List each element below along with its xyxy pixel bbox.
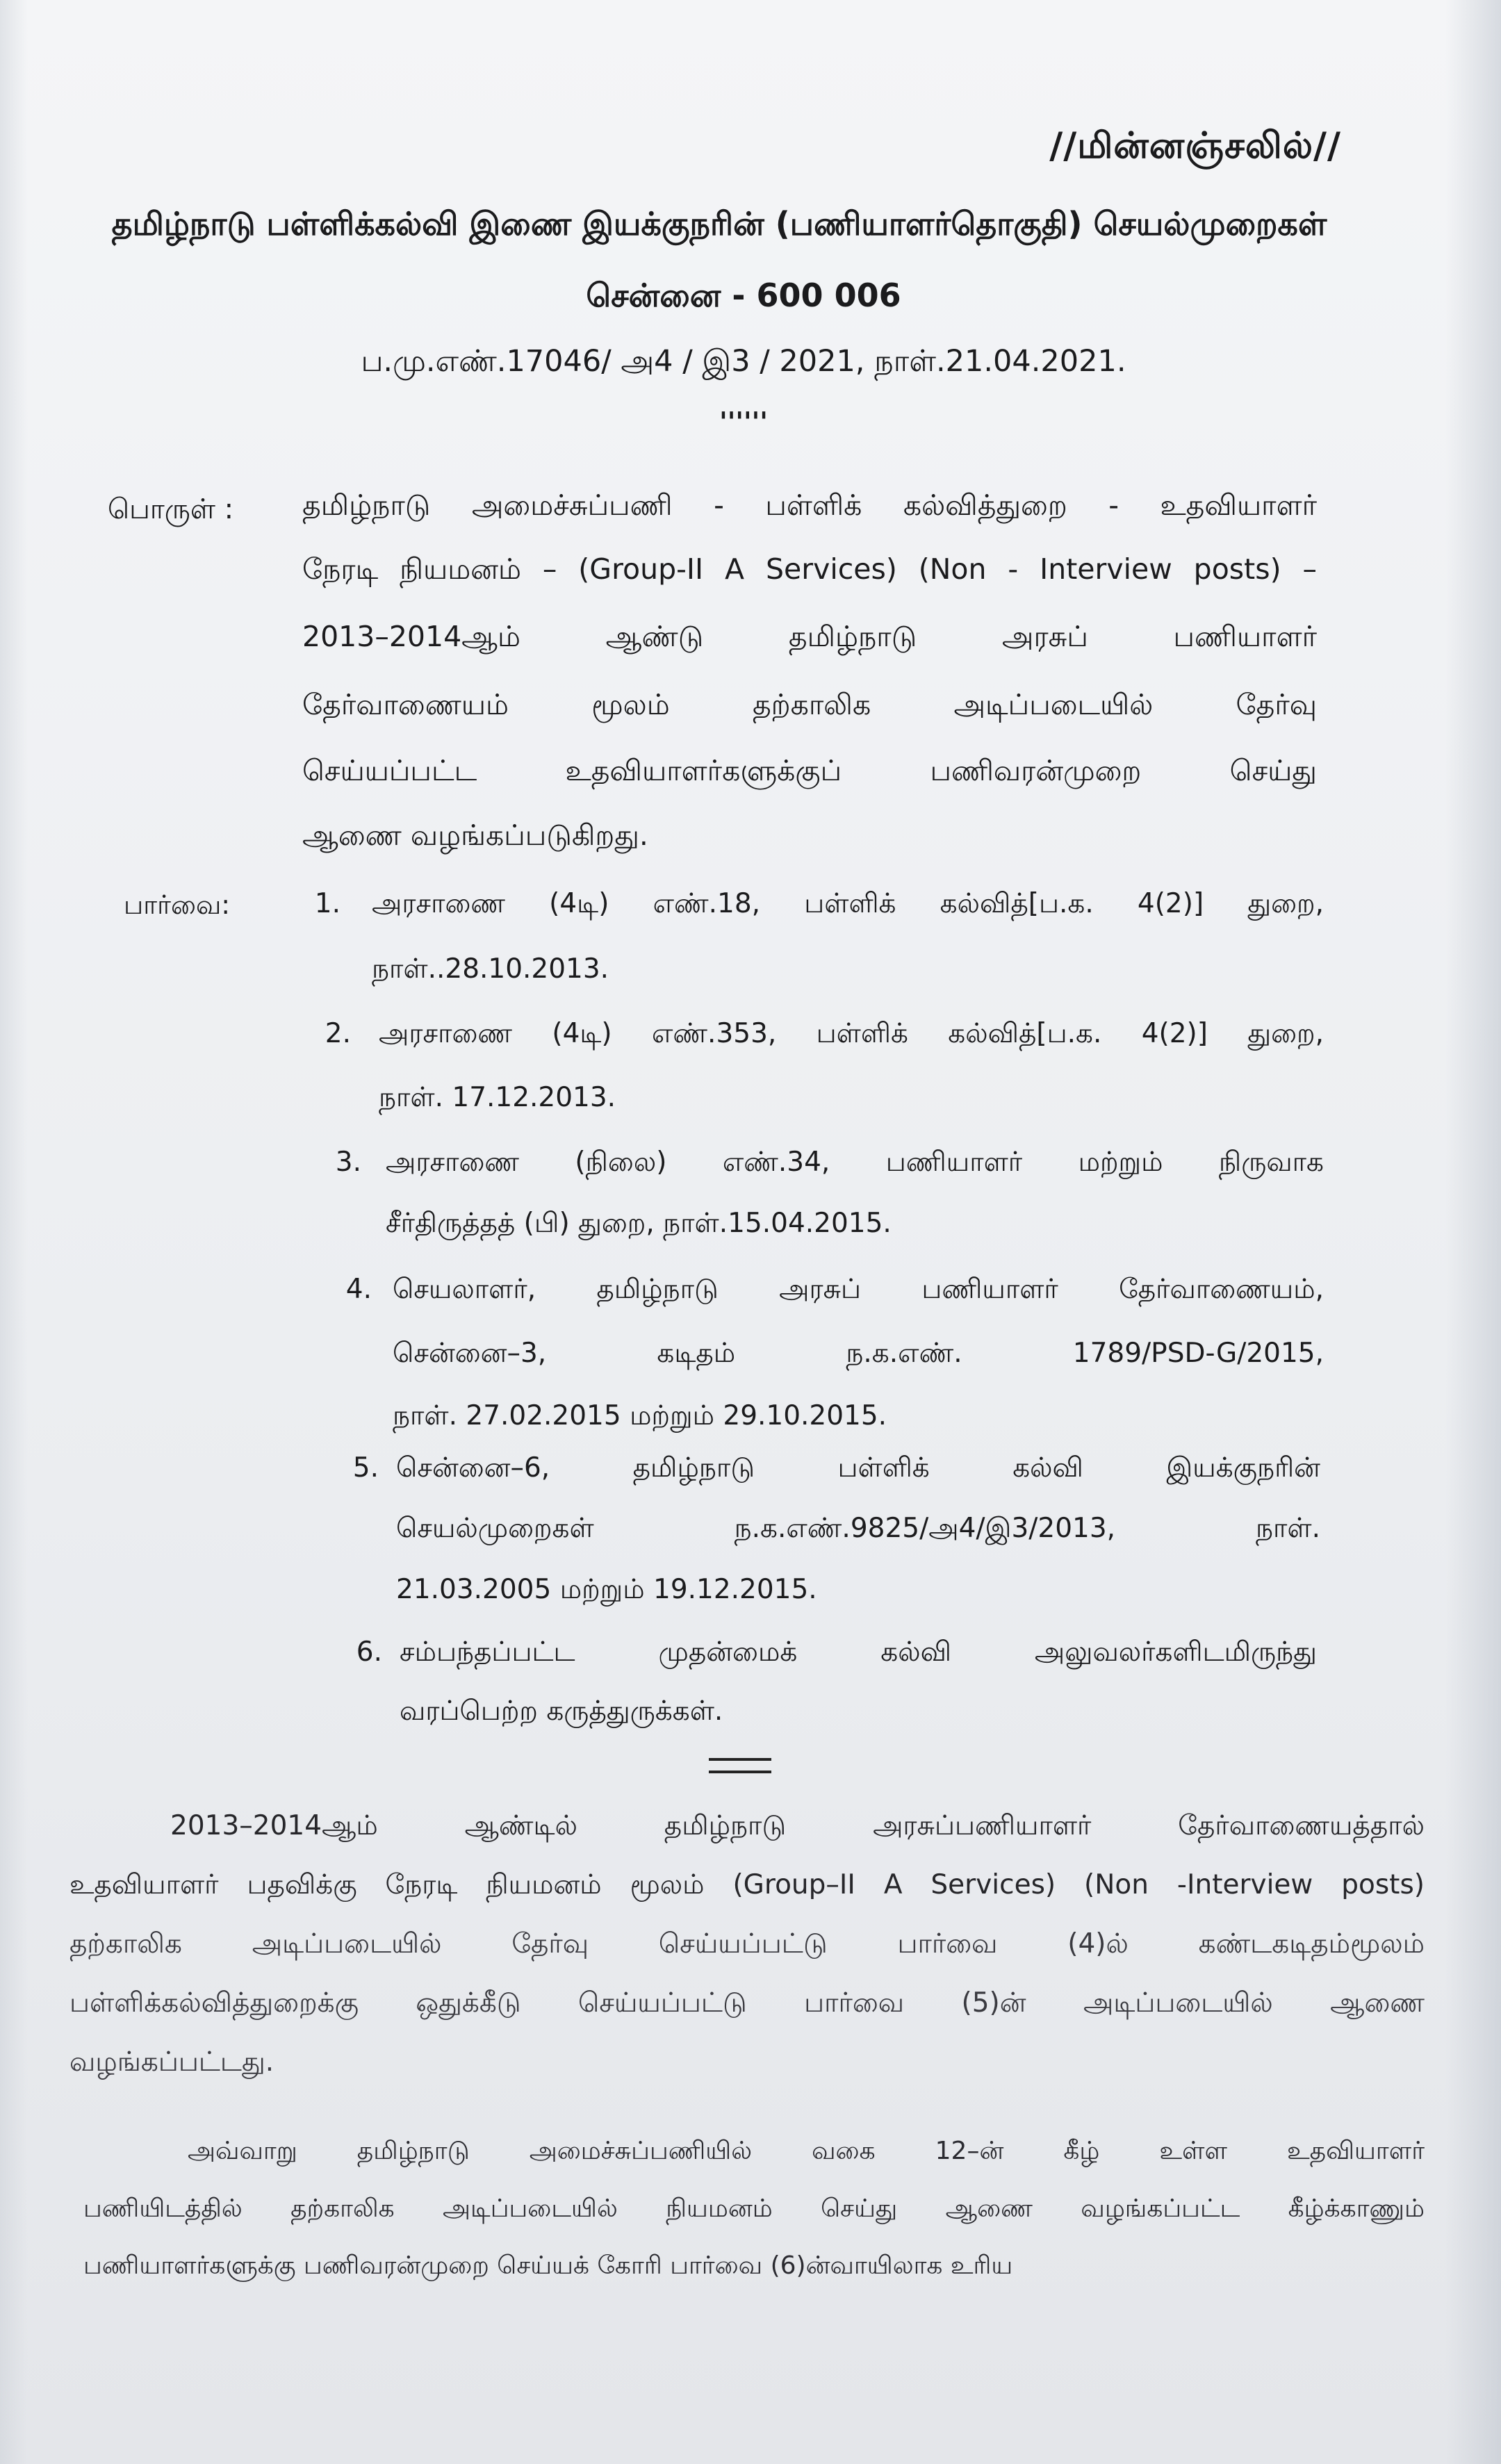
reference-item-line: வரப்பெற்ற கருத்துருக்கள். — [400, 1695, 723, 1727]
reference-item-number: 1. — [314, 888, 341, 919]
reference-item-line: அரசாணை (4டி) எண்.353, பள்ளிக் கல்வித்[ப.க. 4(2)] துறை, — [379, 1018, 1324, 1049]
reference-item-number: 5. — [352, 1452, 379, 1484]
reference-item-line: செயலாளர், தமிழ்நாடு அரசுப் பணியாளர் தேர்வாணையம், — [393, 1274, 1324, 1305]
section-divider — [709, 1758, 771, 1773]
subject-line: ஆணை வழங்கப்படுகிறது. — [302, 819, 648, 852]
subject-line: தமிழ்நாடு அமைச்சுப்பணி - பள்ளிக் கல்வித்துறை - உதவியாளர் — [302, 488, 1317, 522]
reference-item-number: 6. — [356, 1636, 382, 1668]
body-paragraph-line: பள்ளிக்கல்வித்துறைக்கு ஒதுக்கீடு செய்யப்பட்டு பார்வை (5)ன் அடிப்படையில் ஆணை — [69, 1987, 1425, 2019]
reference-item-number: 2. — [325, 1018, 351, 1049]
body-paragraph-line: 2013–2014ஆம் ஆண்டில் தமிழ்நாடு அரசுப்பணியாளர் தேர்வாணையத்தால் — [170, 1810, 1425, 1841]
subject-line: செய்யப்பட்ட உதவியாளர்களுக்குப் பணிவரன்முறை செய்து — [302, 754, 1317, 787]
reference-item-line: சம்பந்தப்பட்ட முதன்மைக் கல்வி அலுவலர்களிடமிருந்து — [400, 1636, 1317, 1668]
reference-item-line: சென்னை–6, தமிழ்நாடு பள்ளிக் கல்வி இயக்குநரின் — [396, 1452, 1320, 1484]
issuer-city: சென்னை - 600 006 — [586, 277, 901, 314]
body-paragraph-line: வழங்கப்பட்டது. — [69, 2046, 274, 2078]
body-paragraph-line: பணியிடத்தில் தற்காலிக அடிப்படையில் நியமனம் செய்து ஆணை வழங்கப்பட்ட கீழ்க்காணும் — [83, 2194, 1425, 2223]
references-label: பார்வை: — [124, 889, 231, 920]
header-divider: '''''' — [719, 406, 768, 437]
reference-item-line: நாள். 17.12.2013. — [379, 1082, 616, 1113]
reference-item-line: சென்னை–3, கடிதம் ந.க.எண். 1789/PSD-G/2015, — [393, 1338, 1324, 1369]
subject-label: பொருள் : — [108, 493, 234, 525]
subject-line: தேர்வாணையம் மூலம் தற்காலிக அடிப்படையில் தேர்வு — [302, 688, 1317, 721]
reference-item-line: அரசாணை (நிலை) எண்.34, பணியாளர் மற்றும் நிருவாக — [386, 1147, 1324, 1178]
body-paragraph-line: தற்காலிக அடிப்படையில் தேர்வு செய்யப்பட்டு பார்வை (4)ல் கண்டகடிதம்மூலம் — [69, 1928, 1425, 1960]
page-shadow-left — [0, 0, 28, 2464]
subject-line: நேரடி நியமனம் – (Group-II A Services) (Non - Interview posts) – — [302, 552, 1317, 586]
issuer-title: தமிழ்நாடு பள்ளிக்கல்வி இணை இயக்குநரின் (பணியாளர்தொகுதி) செயல்முறைகள் — [111, 205, 1327, 243]
reference-item-line: செயல்முறைகள் ந.க.எண்.9825/அ4/இ3/2013, நாள். — [396, 1513, 1320, 1544]
reference-number: ப.மு.எண்.17046/ அ4 / இ3 / 2021, நாள்.21.04.2021. — [361, 344, 1126, 379]
reference-item-line: நாள்..28.10.2013. — [372, 953, 609, 985]
email-tag: //மின்னஞ்சலில்// — [1049, 125, 1341, 167]
reference-item-line: அரசாணை (4டி) எண்.18, பள்ளிக் கல்வித்[ப.க. 4(2)] துறை, — [372, 888, 1324, 919]
reference-item-line: சீர்திருத்தத் (பி) துறை, நாள்.15.04.2015. — [386, 1208, 892, 1239]
body-paragraph-line: அவ்வாறு தமிழ்நாடு அமைச்சுப்பணியில் வகை 12–ன் கீழ் உள்ள உதவியாளர் — [188, 2137, 1425, 2165]
reference-item-line: 21.03.2005 மற்றும் 19.12.2015. — [396, 1574, 817, 1605]
reference-item-number: 3. — [335, 1147, 361, 1178]
body-paragraph-line: பணியாளர்களுக்கு பணிவரன்முறை செய்யக் கோரி பார்வை (6)ன்வாயிலாக உரிய — [83, 2251, 1013, 2280]
reference-item-number: 4. — [345, 1274, 372, 1305]
page-shadow-right — [1445, 0, 1501, 2464]
subject-line: 2013–2014ஆம் ஆண்டு தமிழ்நாடு அரசுப் பணியாளர் — [302, 620, 1317, 653]
body-paragraph-line: உதவியாளர் பதவிக்கு நேரடி நியமனம் மூலம் (Group–II A Services) (Non -Interview posts) — [69, 1869, 1425, 1900]
reference-item-line: நாள். 27.02.2015 மற்றும் 29.10.2015. — [393, 1400, 887, 1431]
